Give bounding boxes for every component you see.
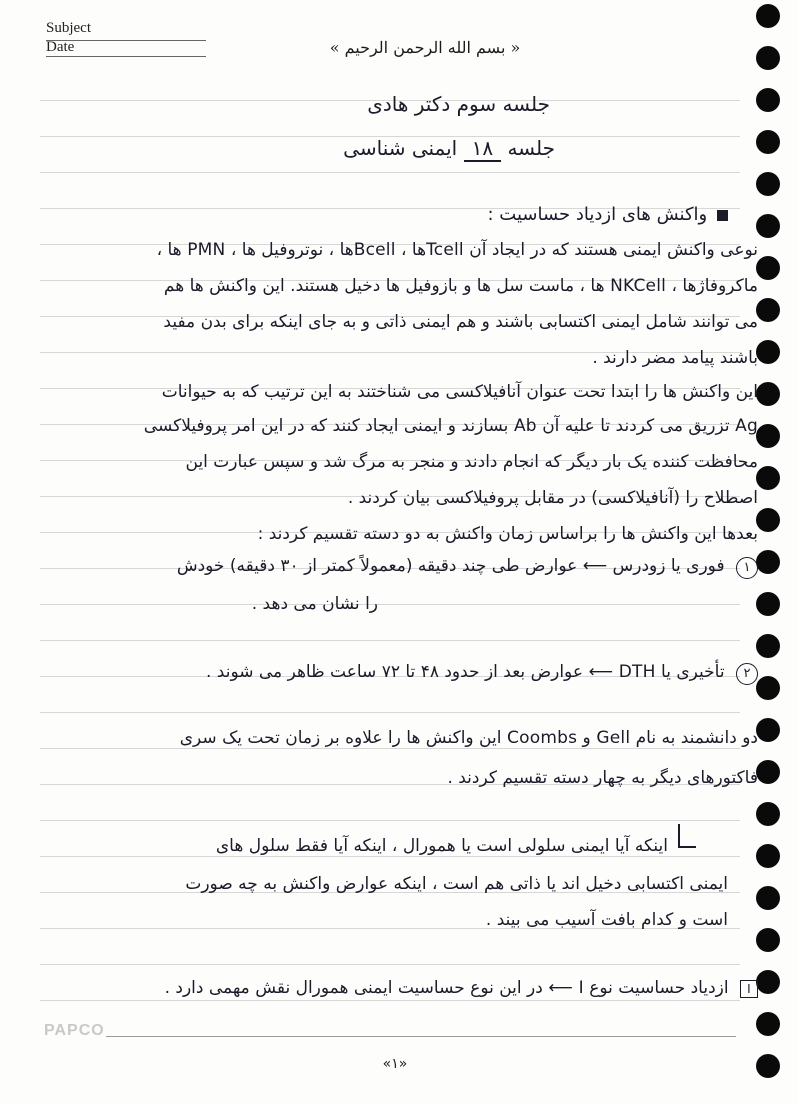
type-1-line	[165, 978, 758, 998]
binder-hole	[756, 592, 780, 616]
ruled-line	[40, 820, 740, 821]
binder-hole	[756, 130, 780, 154]
text-line: فوری یا زودرس ⟵ عوارض طی چند دقیقه (معمولاً کمتر از ۳۰ دقیقه) خودش	[176, 556, 725, 576]
binder-hole	[756, 508, 780, 532]
text-line: اینکه آیا ایمنی سلولی است یا همورال ، اینکه آیا فقط سلول های	[215, 836, 668, 856]
binder-hole	[756, 46, 780, 70]
session-number: ۱۸	[464, 136, 501, 162]
session-prefix: جلسه	[507, 136, 555, 160]
ruled-line	[40, 604, 740, 605]
binder-hole	[756, 172, 780, 196]
binder-hole	[756, 424, 780, 448]
footer-line	[106, 1036, 736, 1037]
ruled-line	[40, 640, 740, 641]
bracket-mark	[678, 824, 696, 848]
binder-hole	[756, 214, 780, 238]
list-item-2	[206, 662, 758, 685]
session-subtitle	[343, 136, 555, 162]
binder-hole	[756, 340, 780, 364]
binder-hole	[756, 1012, 780, 1036]
text-line: تأخیری یا DTH ⟵ عوارض بعد از حدود ۴۸ تا ۷۲ ساعت ظاهر می شوند .	[206, 662, 725, 682]
binder-hole	[756, 634, 780, 658]
binder-hole	[756, 298, 780, 322]
binder-hole	[756, 466, 780, 490]
binder-hole	[756, 718, 780, 742]
ruled-line	[40, 856, 740, 857]
text-line: ماکروفاژها ، NKCell ها ، ماست سل ها و بازوفیل ها دخیل هستند. این واکنش ها هم	[163, 276, 758, 296]
text-line: محافظت کننده یک بار دیگر که انجام دادند و منجر به مرگ شد و سپس عبارت این	[185, 452, 758, 472]
binder-hole	[756, 1054, 780, 1078]
ruled-line	[40, 172, 740, 173]
text-line: ازدیاد حساسیت نوع I ⟵ در این نوع حساسیت ایمنی همورال نقش مهمی دارد .	[164, 978, 729, 998]
bullet-square-icon	[717, 210, 728, 221]
binder-hole	[756, 886, 780, 910]
binder-holes	[756, 0, 782, 1104]
binder-hole	[756, 802, 780, 826]
binder-hole	[756, 4, 780, 28]
text-line: باشند پیامد مضر دارند .	[592, 348, 758, 368]
section-heading	[488, 204, 728, 225]
text-line: را نشان می دهد .	[251, 594, 378, 614]
text-line: می توانند شامل ایمنی اکتسابی باشند و هم ایمنی ذاتی و به جای اینکه برای بدن مفید	[163, 312, 758, 332]
page-number: «۱»	[382, 1056, 408, 1072]
binder-hole	[756, 970, 780, 994]
ruled-line	[40, 748, 740, 749]
type-box-marker: I	[740, 980, 758, 998]
text-line: این واکنش ها را ابتدا تحت عنوان آنافیلاکسی می شناختند به این ترتیب که به حیوانات	[161, 382, 758, 402]
subject-label: Subject	[46, 20, 91, 36]
text-line: بعدها این واکنش ها را براساس زمان واکنش به دو دسته تقسیم کردند :	[257, 524, 758, 544]
date-label: Date	[46, 39, 75, 55]
ruled-line	[40, 1000, 740, 1001]
binder-hole	[756, 844, 780, 868]
binder-hole	[756, 676, 780, 700]
binder-hole	[756, 88, 780, 112]
binder-hole	[756, 760, 780, 784]
text-line: فاکتورهای دیگر به چهار دسته تقسیم کردند .	[447, 768, 758, 788]
section-heading-text: واکنش های ازدیاد حساسیت :	[487, 204, 708, 225]
binder-hole	[756, 256, 780, 280]
text-line: Ag تزریق می کردند تا علیه آن Ab بسازند و ایمنی ایجاد کنند که در این امر پروفیلاکسی	[143, 416, 758, 436]
date-line	[46, 56, 206, 57]
text-line: دو دانشمند به نام Gell و Coombs این واکنش ها را علاوه بر زمان تحت یک سری	[179, 728, 758, 748]
text-line: نوعی واکنش ایمنی هستند که در ایجاد آن Tcellها ، Bcellها ، نوتروفیل ها ، PMN ها ،	[156, 240, 758, 260]
binder-hole	[756, 382, 780, 406]
text-line: اصطلاح را (آنافیلاکسی) در مقابل پروفیلاکسی بیان کردند .	[347, 488, 758, 508]
list-item-1	[177, 556, 758, 579]
bismillah-header: « بسم الله الرحمن الرحیم »	[329, 38, 521, 57]
session-subject: ایمنی شناسی	[343, 136, 458, 160]
ruled-line	[40, 712, 740, 713]
text-line: ایمنی اکتسابی دخیل اند یا ذاتی هم است ، اینکه عوارض واکنش به چه صورت	[185, 874, 728, 894]
binder-hole	[756, 550, 780, 574]
item-number-badge: ۱	[736, 557, 758, 579]
brand-logo: PAPCO	[44, 1022, 105, 1039]
session-title: جلسه سوم دکتر هادی	[367, 92, 550, 116]
text-line: است و کدام بافت آسیب می بیند .	[485, 910, 728, 930]
ruled-line	[40, 964, 740, 965]
binder-hole	[756, 928, 780, 952]
item-number-badge: ۲	[736, 663, 758, 685]
